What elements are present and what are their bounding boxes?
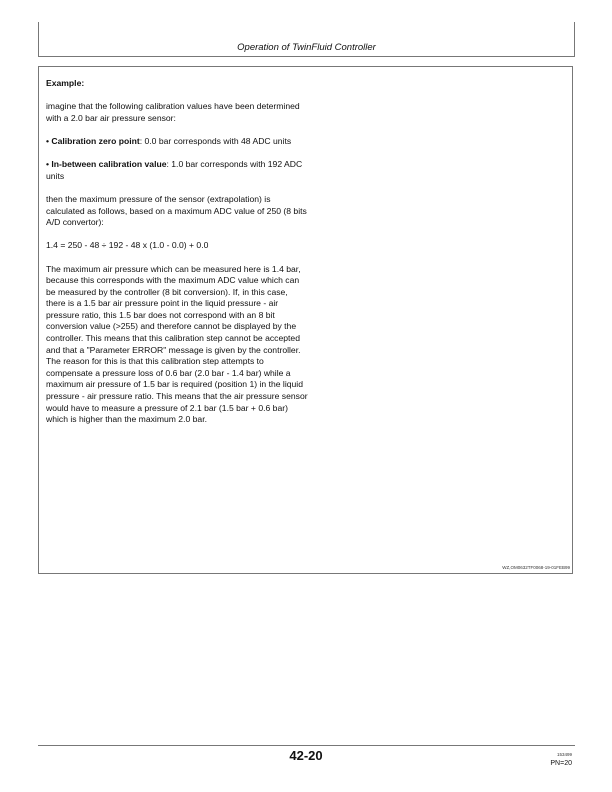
reference-code: WZ,OM0632TF0068-19-01FEB99 — [502, 565, 570, 570]
bullet-in-between-calibration — [46, 159, 308, 182]
explanation-paragraph: The maximum air pressure which can be measured here is 1.4 bar, because this corresponds with the maximum ADC value which can be measured by the controller (8 bit conversion). If, in this case, there is a 1.5 bar air pressure point in the liquid pressure - air pressure ratio, this 1.5 bar does not correspond with an 8 bit conversion value (>255) and therefore cannot be displayed by the controller. This means that this calibration step cannot be accepted and that a "Parameter ERROR" message is given by the controller. The reason for this is that this calibration step attempts to compensate a pressure loss of 0.6 bar (2.0 bar - 1.4 bar) while a maximum air pressure of 1.5 bar is required (position 1) in the liquid pressure - air pressure ratio. This means that the air pressure sensor would have to measure a pressure of 2.1 bar (1.5 bar + 0.6 bar) which is higher than the maximum 2.0 bar. — [46, 263, 308, 425]
header-divider — [38, 56, 575, 57]
bullet-label: • Calibration zero point — [46, 135, 140, 146]
bullet-calibration-zero-point — [46, 136, 308, 148]
bullet-text: : 0.0 bar corresponds with 48 ADC units — [139, 135, 292, 146]
footer-divider — [38, 745, 575, 746]
formula-line: 1.4 = 250 - 48 ÷ 192 - 48 x (1.0 - 0.0) + 0.0 — [46, 240, 209, 251]
page-number: 42-20 — [289, 748, 323, 763]
example-heading: Example: — [46, 78, 85, 88]
footer-pn: PN=20 — [550, 760, 572, 767]
bullet-text: : 1.0 bar corresponds with 192 ADC units — [46, 159, 303, 181]
example-text-block — [46, 78, 308, 437]
page-header-title: Operation of TwinFluid Controller — [237, 42, 376, 53]
bullet-label: • In-between calibration value — [46, 159, 167, 170]
extrapolation-paragraph: then the maximum pressure of the sensor (extrapolation) is calculated as follows, based on a maximum ADC value of 250 (8 bits A/D convertor): — [46, 193, 307, 228]
footer-code: 153499 — [556, 752, 572, 757]
intro-paragraph: imagine that the following calibration values have been determined with a 2.0 bar air pressure sensor: — [46, 101, 300, 123]
